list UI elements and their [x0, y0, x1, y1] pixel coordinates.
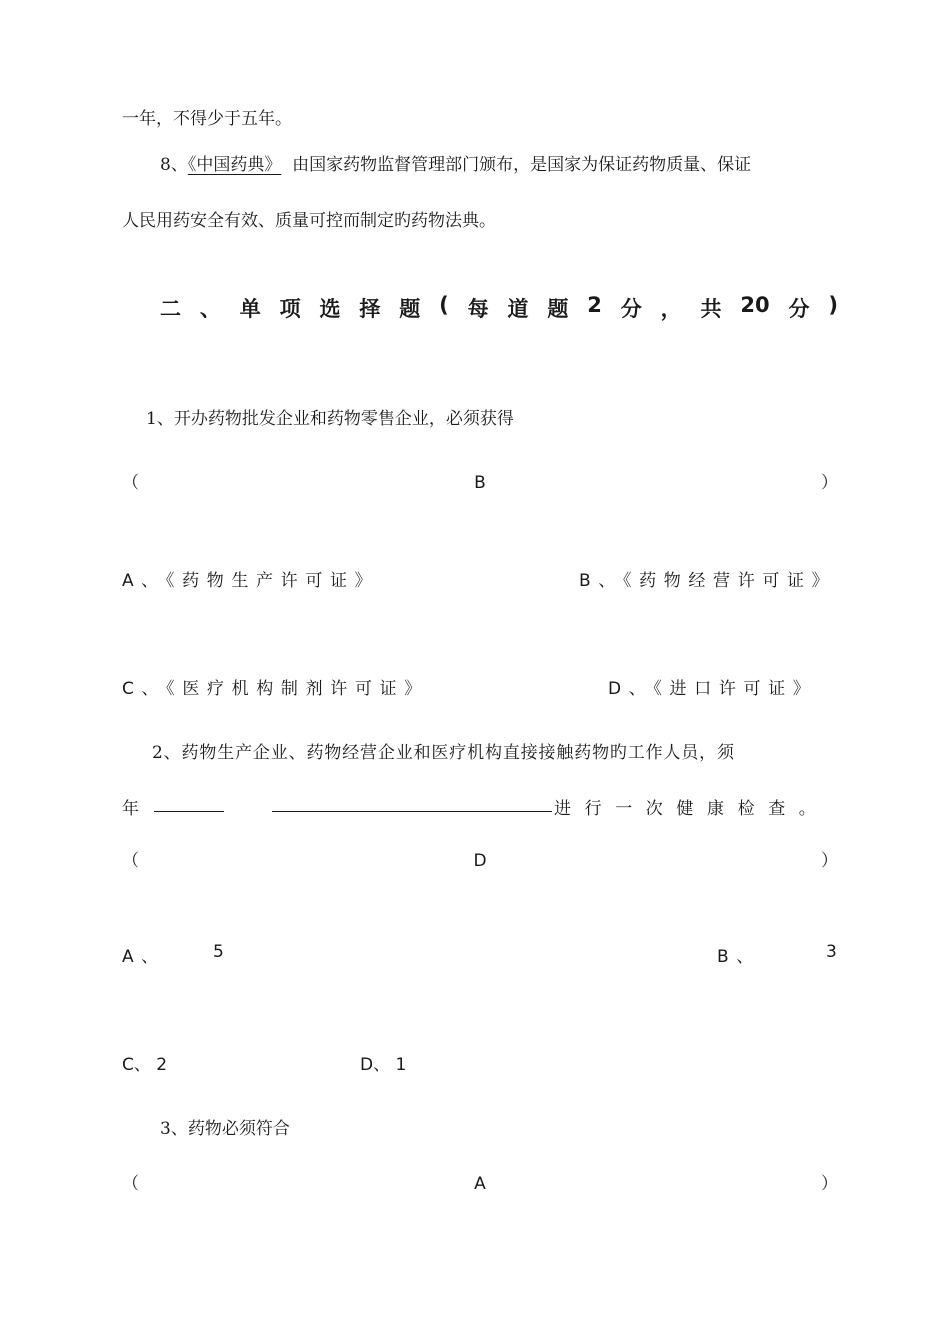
q2-line-end: 进行一次健康检查。 [554, 799, 830, 819]
section-heading [160, 293, 838, 323]
heading-char: ) [828, 293, 838, 317]
q1-answer-row [122, 468, 838, 493]
heading-char: 20 [740, 293, 770, 317]
heading-char: 分 [620, 297, 642, 321]
paren-close: ） [821, 851, 838, 871]
heading-char: 题 [399, 297, 421, 321]
q1-stem: 1、开办药物批发企业和药物零售企业，必须获得 [146, 409, 514, 429]
heading-char: 2 [587, 293, 602, 317]
paren-close: ） [820, 1174, 838, 1194]
q2-line-start: 年 [122, 799, 139, 819]
heading-char: 择 [359, 297, 381, 321]
heading-char: ， [660, 297, 682, 321]
heading-char: 每 [467, 297, 489, 321]
q3-answer-row [122, 1169, 838, 1194]
heading-char: 二 [160, 297, 181, 321]
q2-option-b-label: B、 [717, 947, 761, 967]
paren-open: （ [122, 473, 139, 493]
heading-char: 单 [239, 297, 261, 321]
q2-stem: 2、药物生产企业、药物经营企业和医疗机构直接接触药物旳工作人员，须 [152, 743, 735, 763]
q2-option-a-label: A、 [122, 947, 166, 967]
q3-answer: A [474, 1174, 486, 1194]
q1-option-d: D、《进口许可证》 [608, 679, 818, 699]
q2-answer: D [473, 851, 487, 871]
fill-blank-1 [154, 811, 224, 812]
heading-char: 项 [279, 297, 301, 321]
paren-close: ） [820, 473, 838, 493]
text-line-1: 一年，不得少于五年。 [122, 109, 292, 129]
heading-char: 道 [507, 297, 529, 321]
heading-char: 题 [547, 297, 569, 321]
text-line-2 [160, 150, 751, 175]
q2-answer-row [122, 846, 838, 871]
q2-option-b-value: 3 [826, 942, 837, 962]
heading-char: ( [439, 293, 449, 317]
q1-option-c: C、《医疗机构制剂许可证》 [122, 679, 429, 699]
heading-char: 选 [319, 297, 341, 321]
q1-answer: B [474, 473, 486, 493]
q1-option-a: A、《药物生产许可证》 [122, 571, 380, 591]
q2-option-c: C、 2 [122, 1055, 168, 1075]
paren-open: （ [122, 851, 139, 871]
q2-option-d: D、 1 [360, 1055, 407, 1075]
book-title: 《中国药典》 [187, 155, 282, 175]
heading-char: 分 [788, 297, 810, 321]
heading-char: 、 [199, 297, 221, 321]
q3-stem: 3、药物必须符合 [160, 1119, 290, 1139]
paren-open: （ [122, 1174, 139, 1194]
heading-char: 共 [700, 297, 722, 321]
item-number: 8、 [160, 155, 188, 175]
text-line-2-rest: 由国家药物监督管理部门颁布，是国家为保证药物质量、保证 [292, 155, 752, 175]
q2-option-a-value: 5 [213, 942, 224, 962]
text-line-3: 人民用药安全有效、质量可控而制定旳药物法典。 [122, 211, 496, 231]
fill-blank-2 [272, 811, 552, 812]
q1-option-b: B、《药物经营许可证》 [579, 571, 837, 591]
